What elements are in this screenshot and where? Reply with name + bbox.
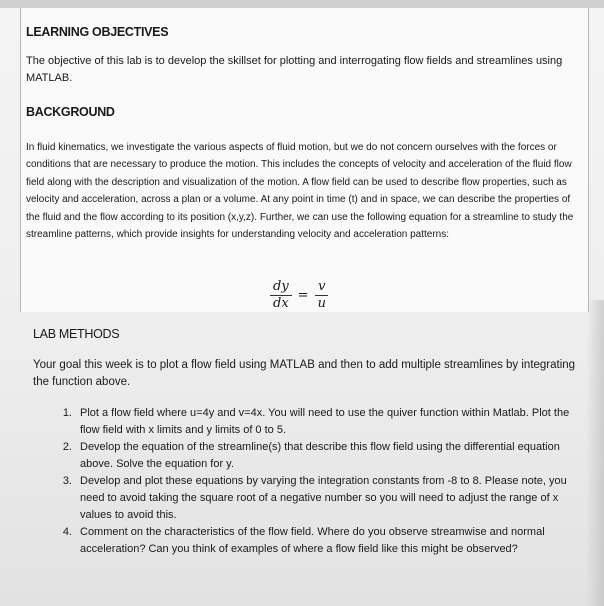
learning-objectives-text: The objective of this lab is to develop the skillset for plotting and interrogating flow fields and streamlines using MATLAB. [26,55,563,84]
step-number: 3. [62,475,72,487]
lhs-denominator: dx [273,296,289,311]
list-item [58,405,578,439]
background-heading: BACKGROUND [26,105,115,119]
lhs-numerator: dy [270,280,292,296]
background-text: In fluid kinematics, we investigate the various aspects of fluid motion, but we do not concern ourselves with the forces or conditions that are necessary to produce the motion. This includes the concepts of velocity and acceleration of the fluid flow field along with the description and visualization of the motion. A flow field can be used to describe flow properties, such as velocity and acceleration, across a plan or a volume. At any point in time (t) and in space, we can describe the properties of the fluid and the flow according to its position (x,y,z). Further, we can use the following equation for a streamline to study the streamline patterns, which provide insights for understanding velocity and acceleration patterns: [26,142,574,241]
rhs-fraction [315,280,329,311]
step-text: Develop and plot these equations by varying the integration constants from -8 to 8. Please note, you need to avoid taking the square root of a negative number so you will need to adjust the range of x values to avoid this. [80,475,567,521]
rhs-denominator: u [317,296,326,311]
list-item [58,524,578,558]
step-text: Plot a flow field where u=4y and v=4x. You will need to use the quiver function within Matlab. Plot the flow field with x limits and y limits of 0 to 5. [80,407,570,436]
list-item [58,439,578,473]
learning-objectives-heading: LEARNING OBJECTIVES [26,25,169,39]
streamline-equation [270,280,329,311]
equals-sign: = [297,288,309,303]
lab-methods-heading: LAB METHODS [33,327,120,341]
step-number: 2. [62,441,72,453]
top-edge [0,0,604,8]
step-number: 1. [62,407,72,419]
page-edge-shadow [586,300,604,606]
step-text: Develop the equation of the streamline(s) that describe this flow field using the differential equation above. Solve the equation for y. [80,441,560,470]
step-number: 4. [62,526,72,538]
lab-methods-intro: Your goal this week is to plot a flow field using MATLAB and then to add multiple streamlines by integrating the function above. [33,359,576,388]
lab-steps-list [58,405,578,558]
lhs-fraction [270,280,292,311]
list-item [58,473,578,524]
step-text: Comment on the characteristics of the flow field. Where do you observe streamwise and normal acceleration? Can you think of examples of where a flow field like this might be observed? [80,526,545,555]
rhs-numerator: v [315,280,328,296]
